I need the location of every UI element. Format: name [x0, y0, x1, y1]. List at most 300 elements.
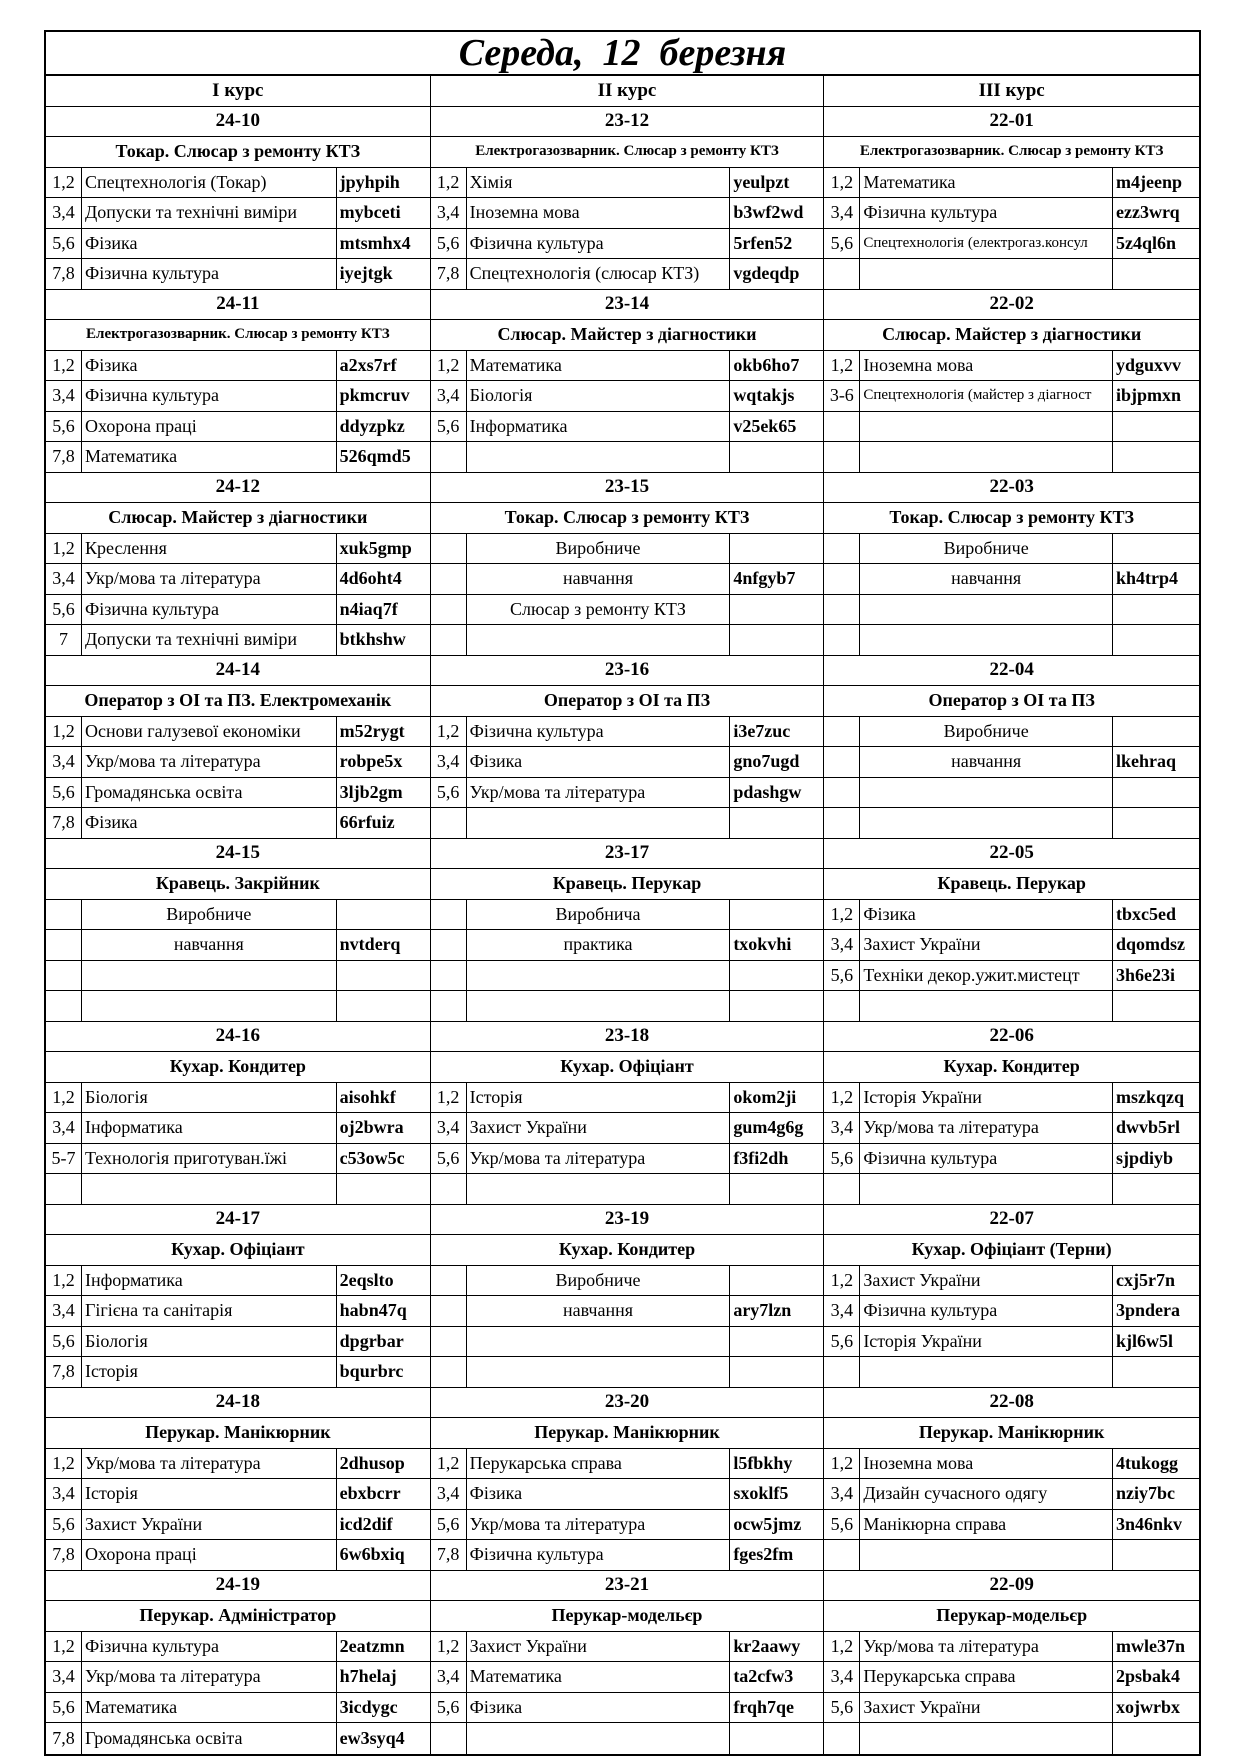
lesson-pair-number: 1,2: [824, 351, 860, 381]
meeting-code: [1113, 595, 1199, 625]
meeting-code: yeulpzt: [730, 168, 824, 198]
specialty-col: [46, 1235, 431, 1265]
meeting-code: [730, 991, 824, 1021]
specialty-name: Кухар. Кондитер: [431, 1235, 825, 1265]
group-col: [431, 839, 825, 869]
lesson-row: [46, 1357, 1199, 1388]
lesson-row: [46, 259, 1199, 290]
meeting-code: [337, 1174, 431, 1204]
lesson-col: [46, 1144, 431, 1174]
meeting-code: gno7ugd: [730, 747, 824, 777]
lesson-subject: Інформатика: [82, 1113, 337, 1143]
specialty-name: Оператор з ОІ та ПЗ. Електромеханік: [46, 686, 431, 716]
lesson-col: [431, 1327, 825, 1357]
meeting-code: [1113, 534, 1199, 564]
lesson-subject: [860, 259, 1113, 289]
lesson-pair-number: 5,6: [46, 229, 82, 259]
lesson-col: [824, 198, 1199, 228]
lesson-row: [46, 412, 1199, 443]
lesson-col: [824, 1357, 1199, 1387]
lesson-col: [431, 778, 825, 808]
lesson-subject: Історія: [82, 1479, 337, 1509]
lesson-subject: [860, 625, 1113, 655]
lesson-pair-number: 3,4: [431, 198, 467, 228]
lesson-pair-number: [431, 1296, 467, 1326]
group-col: [824, 473, 1199, 503]
specialty-row: [46, 869, 1199, 900]
group-id: 22-09: [989, 1574, 1034, 1596]
meeting-code: aisohkf: [337, 1083, 431, 1113]
lesson-pair-number: [431, 1327, 467, 1357]
meeting-code: ebxbcrr: [337, 1479, 431, 1509]
lesson-col: [46, 1266, 431, 1296]
lesson-col: [824, 1296, 1199, 1326]
meeting-code: [337, 900, 431, 930]
lesson-row: [46, 229, 1199, 260]
group-col: [46, 1388, 431, 1418]
meeting-code: 3pndera: [1116, 1300, 1181, 1321]
group-col: [431, 473, 825, 503]
lesson-col: [431, 1540, 825, 1570]
lesson-row: [46, 442, 1199, 473]
meeting-code: [1113, 259, 1199, 289]
specialty-name: Оператор з ОІ та ПЗ: [431, 686, 825, 716]
meeting-code: jpyhpih: [337, 168, 431, 198]
lesson-col: [824, 564, 1199, 594]
lesson-col: [46, 1693, 431, 1723]
lesson-pair-number: 5,6: [431, 778, 467, 808]
group-id: 24-16: [46, 1022, 431, 1052]
meeting-code: m4jeenp: [1116, 171, 1183, 192]
lesson-pair-number: 1,2: [824, 1083, 860, 1113]
lesson-subject: [860, 442, 1113, 472]
lesson-col: [824, 1174, 1199, 1204]
lesson-pair-number: [46, 930, 82, 960]
group-id: 24-17: [46, 1205, 431, 1235]
meeting-code: [1113, 808, 1199, 838]
specialty-name: Перукар-модельєр: [431, 1601, 825, 1631]
lesson-pair-number: 1,2: [431, 1083, 467, 1113]
meeting-code: f3fi2dh: [730, 1144, 824, 1174]
lesson-subject: [860, 991, 1113, 1021]
lesson-pair-number: [431, 564, 467, 594]
meeting-code: tbxc5ed: [1116, 903, 1177, 924]
lesson-pair-number: [431, 1266, 467, 1296]
lesson-pair-number: 5,6: [824, 1327, 860, 1357]
lesson-col: [431, 1357, 825, 1387]
meeting-code: dqomdsz: [1116, 934, 1186, 955]
specialty-row: [46, 1235, 1199, 1266]
lesson-row: [46, 1327, 1199, 1358]
lesson-subject: Фізична культура: [82, 259, 337, 289]
lesson-pair-number: [824, 595, 860, 625]
meeting-code: 2dhusop: [337, 1449, 431, 1479]
meeting-code: [730, 595, 824, 625]
lesson-subject: [860, 778, 1113, 808]
lesson-subject: Інформатика: [467, 412, 731, 442]
lesson-subject: Допуски та технічні виміри: [82, 625, 337, 655]
lesson-subject: Охорона праці: [82, 412, 337, 442]
lesson-row: [46, 1510, 1199, 1541]
lesson-col: [431, 1296, 825, 1326]
lesson-subject: Виробниче: [82, 900, 337, 930]
lesson-subject: Технологія приготуван.їжі: [82, 1144, 337, 1174]
lesson-subject: навчання: [860, 564, 1113, 594]
lesson-subject: Біологія: [467, 381, 731, 411]
lesson-pair-number: 5,6: [431, 229, 467, 259]
lesson-row: [46, 717, 1199, 748]
lesson-row: [46, 1632, 1199, 1663]
lesson-subject: Математика: [467, 1662, 731, 1692]
lesson-col: [824, 168, 1199, 198]
page-title: [46, 32, 1199, 76]
lesson-col: [824, 991, 1199, 1021]
group-id: 23-17: [431, 839, 825, 869]
lesson-pair-number: [824, 1174, 860, 1204]
lesson-col: [431, 717, 825, 747]
lesson-col: [824, 442, 1199, 472]
meeting-code: icd2dif: [337, 1510, 431, 1540]
lesson-col: [824, 229, 1199, 259]
lesson-pair-number: 5,6: [824, 1693, 860, 1723]
specialty-name: Кравець. Перукар: [431, 869, 825, 899]
specialty-col: [824, 686, 1199, 716]
lesson-col: [431, 1144, 825, 1174]
lesson-pair-number: 3,4: [431, 747, 467, 777]
specialty-col: [431, 686, 825, 716]
lesson-pair-number: [431, 442, 467, 472]
lesson-col: [431, 381, 825, 411]
lesson-col: [46, 168, 431, 198]
meeting-code: [1113, 717, 1199, 747]
group-col: [46, 839, 431, 869]
lesson-subject: Фізика: [82, 808, 337, 838]
specialty-col: [46, 503, 431, 533]
lesson-subject: Виробниче: [860, 717, 1113, 747]
lesson-pair-number: 3,4: [46, 381, 82, 411]
meeting-code: ary7lzn: [730, 1296, 824, 1326]
lesson-col: [431, 747, 825, 777]
group-id: 24-10: [46, 107, 431, 137]
lesson-col: [431, 1662, 825, 1692]
lesson-col: [46, 625, 431, 655]
lesson-subject: Захист України: [860, 1266, 1113, 1296]
lesson-col: [46, 717, 431, 747]
lesson-row: [46, 198, 1199, 229]
lesson-pair-number: 1,2: [46, 1449, 82, 1479]
meeting-code: 2eatzmn: [337, 1632, 431, 1662]
lesson-col: [46, 930, 431, 960]
lesson-col: [431, 930, 825, 960]
group-col: [431, 107, 825, 137]
lesson-subject: Громадянська освіта: [82, 1723, 337, 1754]
meeting-code: 4d6oht4: [337, 564, 431, 594]
lesson-col: [46, 747, 431, 777]
group-id: 24-15: [46, 839, 431, 869]
specialty-name: Кравець. Перукар: [937, 873, 1086, 894]
specialty-row: [46, 686, 1199, 717]
meeting-code: fges2fm: [730, 1540, 824, 1570]
lesson-subject: Виробниче: [467, 534, 731, 564]
specialty-name: Електрогазозварник. Слюсар з ремонту КТЗ: [859, 143, 1164, 160]
lesson-col: [431, 1479, 825, 1509]
specialty-name: Оператор з ОІ та ПЗ: [928, 690, 1095, 711]
lesson-subject: навчання: [860, 747, 1113, 777]
meeting-code: bqurbrc: [337, 1357, 431, 1387]
lesson-pair-number: [431, 1174, 467, 1204]
specialty-row: [46, 503, 1199, 534]
lesson-subject: Іноземна мова: [860, 1449, 1113, 1479]
course-header: ІІІ курс: [978, 79, 1045, 101]
group-row: [46, 656, 1199, 687]
lesson-col: [431, 534, 825, 564]
lesson-col: [46, 1632, 431, 1662]
specialty-col: [431, 869, 825, 899]
lesson-col: [431, 991, 825, 1021]
group-id: 22-02: [989, 293, 1034, 315]
meeting-code: 3h6e23i: [1116, 964, 1176, 985]
lesson-row: [46, 1662, 1199, 1693]
meeting-code: 526qmd5: [337, 442, 431, 472]
lesson-subject: [82, 991, 337, 1021]
meeting-code: ddyzpkz: [337, 412, 431, 442]
lesson-pair-number: [431, 595, 467, 625]
lesson-subject: [467, 1723, 731, 1754]
lesson-row: [46, 900, 1199, 931]
lesson-subject: Укр/мова та література: [82, 1662, 337, 1692]
lesson-col: [824, 778, 1199, 808]
lesson-pair-number: [824, 808, 860, 838]
lesson-pair-number: [824, 717, 860, 747]
lesson-col: [431, 1510, 825, 1540]
meeting-code: pdashgw: [730, 778, 824, 808]
course-header: ІІ курс: [431, 76, 825, 106]
group-col: [431, 290, 825, 320]
specialty-col: [431, 1235, 825, 1265]
group-col: [46, 290, 431, 320]
lesson-col: [431, 1723, 825, 1754]
lesson-pair-number: [824, 1723, 860, 1754]
meeting-code: n4iaq7f: [337, 595, 431, 625]
lesson-subject: Фізика: [82, 229, 337, 259]
meeting-code: xojwrbx: [1116, 1696, 1181, 1717]
lesson-subject: [860, 595, 1113, 625]
specialty-name: Токар. Слюсар з ремонту КТЗ: [46, 137, 431, 167]
lesson-subject: Фізика: [860, 900, 1113, 930]
lesson-col: [824, 1479, 1199, 1509]
lesson-pair-number: [824, 747, 860, 777]
lesson-row: [46, 1479, 1199, 1510]
lesson-subject: Виробниче: [860, 534, 1113, 564]
lesson-subject: [467, 1327, 731, 1357]
lesson-pair-number: 5,6: [431, 412, 467, 442]
meeting-code: i3e7zuc: [730, 717, 824, 747]
meeting-code: 2eqslto: [337, 1266, 431, 1296]
specialty-col: [824, 1418, 1199, 1448]
lesson-pair-number: 1,2: [46, 1632, 82, 1662]
meeting-code: [730, 1357, 824, 1387]
meeting-code: 5z4ql6n: [1116, 232, 1177, 253]
specialty-col: [824, 1235, 1199, 1265]
meeting-code: [1113, 412, 1199, 442]
lesson-subject: Фізична культура: [467, 717, 731, 747]
lesson-subject: Спецтехнологія (майстер з діагност: [860, 381, 1113, 411]
meeting-code: [1113, 991, 1199, 1021]
lesson-col: [431, 1266, 825, 1296]
lesson-pair-number: 1,2: [46, 351, 82, 381]
lesson-subject: Фізична культура: [467, 229, 731, 259]
lesson-subject: Математика: [467, 351, 731, 381]
lesson-pair-number: 5,6: [46, 1327, 82, 1357]
lesson-pair-number: 5,6: [46, 1510, 82, 1540]
lesson-col: [431, 1632, 825, 1662]
lesson-col: [824, 1632, 1199, 1662]
lesson-subject: Укр/мова та література: [82, 747, 337, 777]
lesson-subject: навчання: [82, 930, 337, 960]
lesson-pair-number: [824, 991, 860, 1021]
meeting-code: ydguxvv: [1116, 354, 1182, 375]
lesson-col: [431, 595, 825, 625]
page-title-text: Середа, 12 березня: [458, 32, 787, 74]
lesson-subject: Іноземна мова: [467, 198, 731, 228]
group-id: 24-12: [46, 473, 431, 503]
lesson-pair-number: 3,4: [46, 1296, 82, 1326]
meeting-code: l5fbkhy: [730, 1449, 824, 1479]
meeting-code: kh4trp4: [1116, 568, 1179, 589]
lesson-subject: практика: [467, 930, 731, 960]
group-id: 23-12: [431, 107, 825, 137]
schedule-sheet: [44, 30, 1201, 1756]
lesson-subject: [467, 1174, 731, 1204]
lesson-col: [824, 1327, 1199, 1357]
meeting-code: kr2aawy: [730, 1632, 824, 1662]
lesson-pair-number: 5,6: [824, 1144, 860, 1174]
lesson-row: [46, 1174, 1199, 1205]
group-col: [824, 1388, 1199, 1418]
specialty-row: [46, 1418, 1199, 1449]
lesson-col: [431, 259, 825, 289]
lesson-pair-number: 5,6: [824, 229, 860, 259]
lesson-subject: Фізична культура: [467, 1540, 731, 1570]
specialty-row: [46, 1601, 1199, 1632]
lesson-pair-number: 7,8: [431, 259, 467, 289]
specialty-col: [46, 1052, 431, 1082]
lesson-row: [46, 168, 1199, 199]
lesson-row: [46, 534, 1199, 565]
lesson-pair-number: [431, 1357, 467, 1387]
specialty-name: Токар. Слюсар з ремонту КТЗ: [431, 503, 825, 533]
meeting-code: 2psbak4: [1116, 1666, 1181, 1687]
lesson-col: [824, 1693, 1199, 1723]
lesson-subject: Захист України: [82, 1510, 337, 1540]
lesson-pair-number: [46, 991, 82, 1021]
specialty-name: Електрогазозварник. Слюсар з ремонту КТЗ: [431, 137, 825, 167]
specialty-name: Токар. Слюсар з ремонту КТЗ: [889, 507, 1134, 528]
group-id: 23-18: [431, 1022, 825, 1052]
specialty-col: [824, 503, 1199, 533]
lesson-pair-number: 3,4: [46, 198, 82, 228]
lesson-col: [46, 1083, 431, 1113]
lesson-col: [46, 229, 431, 259]
lesson-subject: Допуски та технічні виміри: [82, 198, 337, 228]
meeting-code: ew3syq4: [337, 1723, 431, 1754]
lesson-col: [431, 1449, 825, 1479]
lesson-col: [46, 381, 431, 411]
lesson-row: [46, 1266, 1199, 1297]
lesson-subject: [467, 961, 731, 991]
lesson-subject: Фізика: [82, 351, 337, 381]
meeting-code: [730, 808, 824, 838]
lesson-subject: Історія України: [860, 1327, 1113, 1357]
lesson-col: [431, 808, 825, 838]
lesson-col: [824, 900, 1199, 930]
group-col: [824, 839, 1199, 869]
lesson-pair-number: 1,2: [46, 1266, 82, 1296]
group-row: [46, 1205, 1199, 1236]
meeting-code: ibjpmxn: [1116, 385, 1182, 406]
lesson-pair-number: 1,2: [431, 717, 467, 747]
lesson-subject: Захист України: [860, 930, 1113, 960]
lesson-col: [431, 625, 825, 655]
lesson-row: [46, 747, 1199, 778]
lesson-subject: [860, 1357, 1113, 1387]
meeting-code: [730, 442, 824, 472]
meeting-code: [337, 961, 431, 991]
lesson-pair-number: 3,4: [46, 1113, 82, 1143]
lesson-pair-number: 5,6: [431, 1510, 467, 1540]
group-id: 22-06: [989, 1025, 1034, 1047]
lesson-col: [46, 534, 431, 564]
specialty-col: [46, 137, 431, 167]
lesson-subject: Перукарська справа: [860, 1662, 1113, 1692]
lesson-pair-number: 5,6: [46, 595, 82, 625]
lesson-subject: Захист України: [860, 1693, 1113, 1723]
lesson-pair-number: 5-7: [46, 1144, 82, 1174]
specialty-col: [824, 1601, 1199, 1631]
lesson-pair-number: 5,6: [46, 412, 82, 442]
meeting-code: okom2ji: [730, 1083, 824, 1113]
lesson-pair-number: 3,4: [824, 198, 860, 228]
lesson-pair-number: [46, 961, 82, 991]
lesson-col: [824, 595, 1199, 625]
meeting-code: dpgrbar: [337, 1327, 431, 1357]
lesson-col: [824, 1144, 1199, 1174]
meeting-code: [1113, 625, 1199, 655]
lesson-pair-number: 1,2: [46, 534, 82, 564]
lesson-col: [431, 1693, 825, 1723]
lesson-subject: [467, 625, 731, 655]
meeting-code: v25ek65: [730, 412, 824, 442]
lesson-pair-number: 3,4: [824, 1113, 860, 1143]
lesson-subject: Виробниче: [467, 1266, 731, 1296]
lesson-pair-number: 1,2: [46, 717, 82, 747]
lesson-pair-number: 3-6: [824, 381, 860, 411]
specialty-name: Кухар. Офіціант: [46, 1235, 431, 1265]
lesson-row: [46, 991, 1199, 1022]
lesson-pair-number: 3,4: [824, 1296, 860, 1326]
lesson-pair-number: [431, 991, 467, 1021]
group-row: [46, 1022, 1199, 1053]
lesson-col: [431, 1113, 825, 1143]
meeting-code: [730, 961, 824, 991]
lesson-pair-number: [431, 930, 467, 960]
lesson-row: [46, 1723, 1199, 1754]
lesson-subject: Укр/мова та література: [82, 564, 337, 594]
lesson-pair-number: [824, 259, 860, 289]
lesson-row: [46, 961, 1199, 992]
group-col: [46, 1022, 431, 1052]
group-col: [824, 656, 1199, 686]
